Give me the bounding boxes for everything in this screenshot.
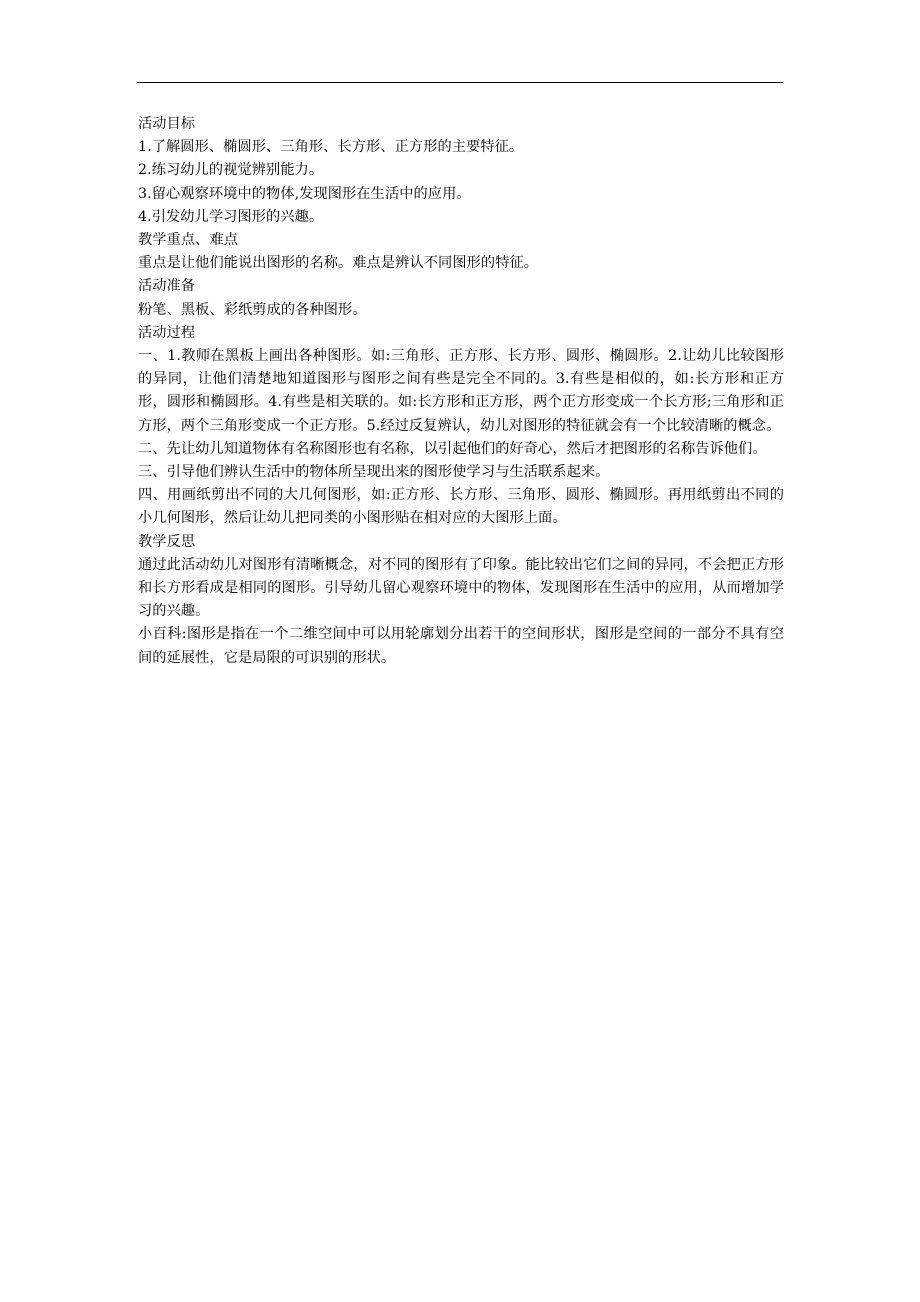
process-step: 三、引导他们辨认生活中的物体所呈现出来的图形使学习与生活联系起来。 <box>138 464 610 481</box>
header-divider-line <box>137 82 783 83</box>
goal-item: 3.留心观察环境中的物体,发现图形在生活中的应用。 <box>138 185 471 202</box>
section-heading-process: 活动过程 <box>138 324 196 341</box>
goal-item: 1.了解圆形、椭圆形、三角形、长方形、正方形的主要特征。 <box>138 139 524 156</box>
goal-item: 2.练习幼儿的视觉辨别能力。 <box>138 162 324 179</box>
process-step: 二、先让幼儿知道物体有名称图形也有名称，以引起他们的好奇心，然后才把图形的名称告诉他们。 <box>138 440 767 457</box>
document-body <box>138 113 784 670</box>
section-heading-goals: 活动目标 <box>138 116 196 132</box>
goal-item: 4.引发幼儿学习图形的兴趣。 <box>138 208 324 225</box>
encyclopedia-note: 小百科:图形是指在一个二维空间中可以用轮廓划分出若干的空间形状，图形是空间的一部分不具有空间的延展性，它是局限的可识别的形状。 <box>138 626 784 666</box>
keypoints-text: 重点是让他们能说出图形的名称。难点是辨认不同图形的特征。 <box>138 255 539 272</box>
section-heading-prep: 活动准备 <box>138 278 196 295</box>
reflection-text: 通过此活动幼儿对图形有清晰概念，对不同的图形有了印象。能比较出它们之间的异同，不会把正方形和长方形看成是相同的图形。引导幼儿留心观察环境中的物体，发现图形在生活中的应用，从而增加学习的兴趣。 <box>138 556 784 620</box>
section-heading-keypoints: 教学重点、难点 <box>138 232 239 249</box>
process-step: 一、1.教师在黑板上画出各种图形。如:三角形、正方形、长方形、圆形、椭圆形。2.让幼儿比较图形的异同，让他们清楚地知道图形与图形之间有些是完全不同的。3.有些是相似的，如:长方形和正方形，圆形和椭圆形。4.有些是相关联的。如:长方形和正方形，两个正方形变成一个长方形;三角形和正方形，两个三角形变成一个正方形。5.经过反复辨认，幼儿对图形的特征就会有一个比较清晰的概念。 <box>138 348 784 434</box>
section-heading-reflection: 教学反思 <box>138 533 196 550</box>
prep-text: 粉笔、黑板、彩纸剪成的各种图形。 <box>138 301 367 318</box>
process-step: 四、用画纸剪出不同的大几何图形，如:正方形、长方形、三角形、圆形、椭圆形。再用纸剪出不同的小几何图形，然后让幼儿把同类的小图形贴在相对应的大图形上面。 <box>138 487 784 527</box>
